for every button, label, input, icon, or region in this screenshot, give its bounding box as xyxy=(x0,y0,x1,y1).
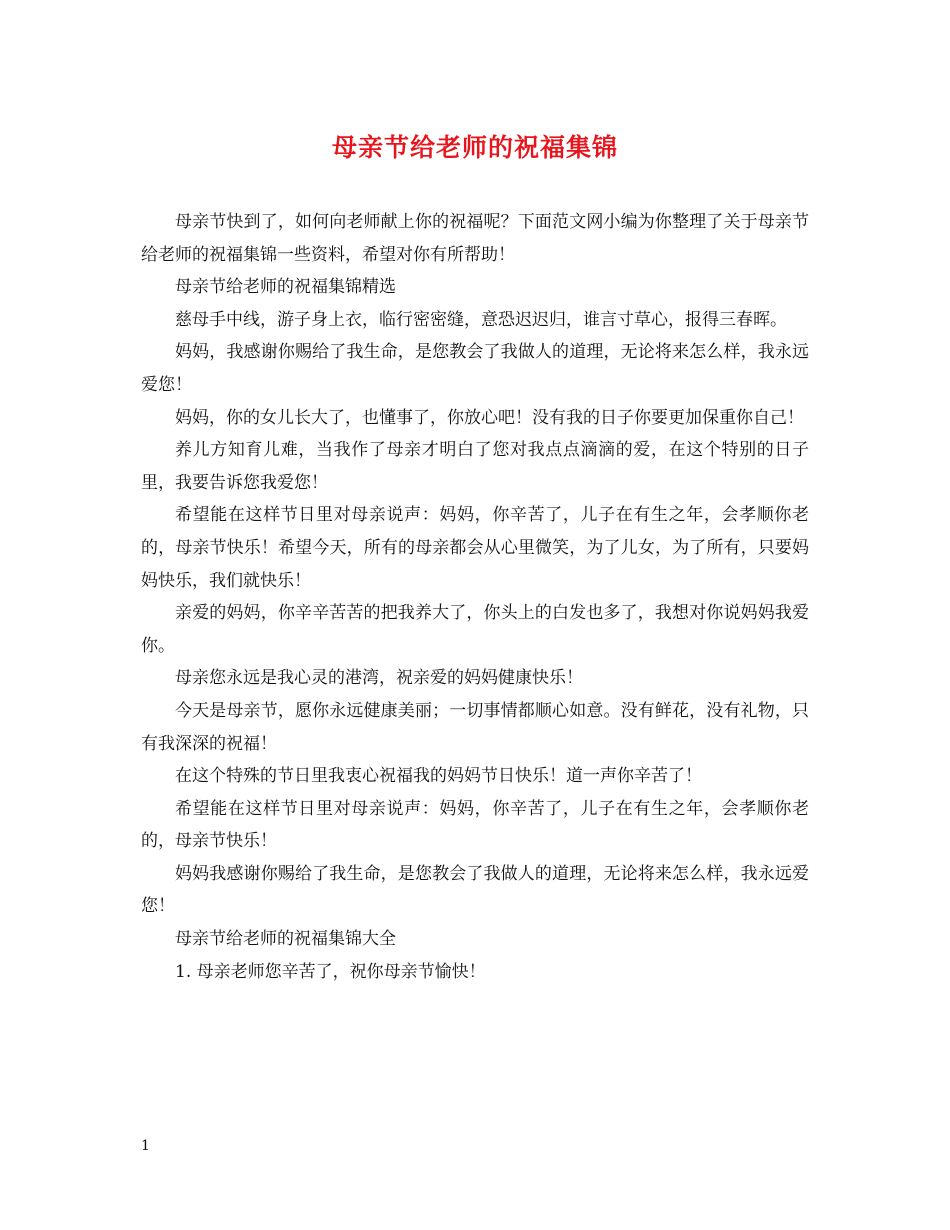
paragraph: 亲爱的妈妈，你辛辛苦苦的把我养大了，你头上的白发也多了，我想对你说妈妈我爱你。 xyxy=(141,603,809,656)
paragraph: 在这个特殊的节日里我衷心祝福我的妈妈节日快乐！道一声你辛苦了！ xyxy=(175,766,702,787)
paragraph: 妈妈我感谢你赐给了我生命，是您教会了我做人的道理，无论将来怎么样，我永远爱您！ xyxy=(141,863,809,917)
paragraph: 妈妈，我感谢你赐给了我生命，是您教会了我做人的道理，无论将来怎么样，我永远爱您！ xyxy=(141,342,809,395)
document-body xyxy=(141,206,809,988)
paragraph: 希望能在这样节日里对母亲说声：妈妈，你辛苦了，儿子在有生之年，会孝顺你老的，母亲节快乐！希望今天，所有的母亲都会从心里微笑，为了儿女，为了所有，只要妈妈快乐，我们就快乐！ xyxy=(141,505,809,591)
page-number: 1 xyxy=(141,1138,150,1154)
list-item: 1. 母亲老师您辛苦了，祝你母亲节愉快！ xyxy=(175,961,486,982)
document-title: 母亲节给老师的祝福集锦 xyxy=(331,133,618,162)
paragraph: 妈妈，你的女儿长大了，也懂事了，你放心吧！没有我的日子你要更加保重你自己！ xyxy=(175,407,804,428)
section-heading-complete: 母亲节给老师的祝福集锦大全 xyxy=(175,929,396,950)
paragraph: 希望能在这样节日里对母亲说声：妈妈，你辛苦了，儿子在有生之年，会孝顺你老的，母亲节快乐！ xyxy=(141,798,809,852)
paragraph: 养儿方知育儿难，当我作了母亲才明白了您对我点点滴滴的爱，在这个特别的日子里，我要告诉您我爱您！ xyxy=(141,440,809,493)
paragraph-intro: 母亲节快到了，如何向老师献上你的祝福呢？下面范文网小编为你整理了关于母亲节给老师的祝福集锦一些资料，希望对你有所帮助！ xyxy=(141,212,809,265)
paragraph: 慈母手中线，游子身上衣，临行密密缝，意恐迟迟归，谁言寸草心，报得三春晖。 xyxy=(175,309,787,330)
paragraph: 母亲您永远是我心灵的港湾，祝亲爱的妈妈健康快乐！ xyxy=(175,668,583,689)
section-heading-selected: 母亲节给老师的祝福集锦精选 xyxy=(175,277,396,298)
paragraph: 今天是母亲节，愿你永远健康美丽；一切事情都顺心如意。没有鲜花，没有礼物，只有我深深的祝福！ xyxy=(141,700,809,754)
